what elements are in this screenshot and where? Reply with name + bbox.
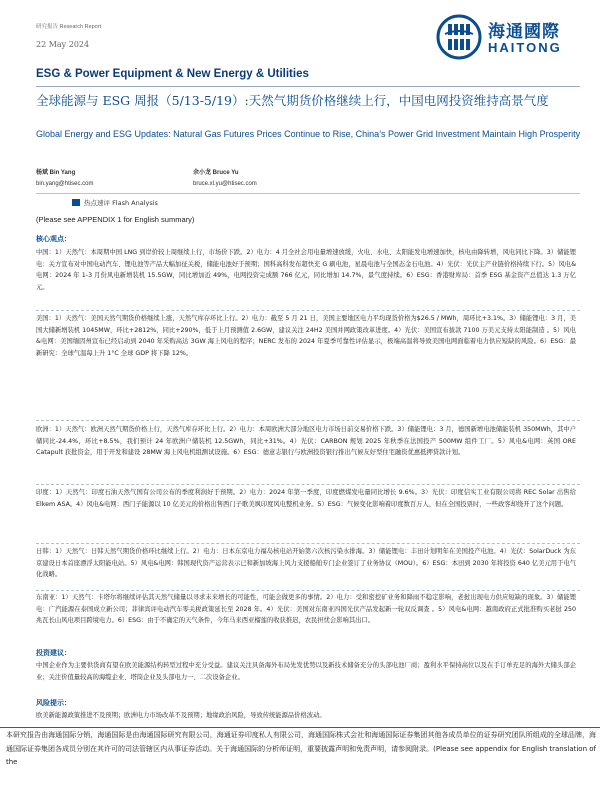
header-divider <box>36 86 580 87</box>
author-email[interactable]: bin.yang@htisec.com <box>36 181 94 187</box>
paragraph-investment: 中国企业作为主要供货商有望在欧美能源结构转型过程中充分受益。建议关注具备海外布局先发优势以及新技术储备充分的头部电池厂商；盈利水平保持高位以及在手订单充足的海外大储头部企业；关注价值量较高的海缆企业、塔筒企业及头部电力一、二次设备企业。 <box>36 662 576 681</box>
author-bin-yang <box>36 167 94 187</box>
sector-heading: ESG & Power Equipment & New Energy & Utilities <box>36 68 309 80</box>
report-label: 研究报告 Research Report <box>36 24 102 30</box>
haitong-logo <box>436 14 586 68</box>
report-type: 热点速评 Flash Analysis <box>84 199 158 207</box>
section-title-investment: 投资建议： <box>36 649 71 657</box>
logo-text-en: HAITONG <box>488 40 562 55</box>
paragraph-divider <box>36 484 580 485</box>
paragraph-southeast-asia: 东南亚：1）天然气：卡塔尔将继续评估其天然气储量以寻求未来增长的可能性，可能会做更多的事情。2）电力：受和密挖矿业务和降雨不稳定影响，老挝出现电力供应短缺的现象。3）储能锂电：广汽能源在泰国成立新公司；菲律宾评电动汽车零关税政策延长至 2028 年。4）光伏：美国对东南亚四国光伏产品发起新一轮双反调查 。5）风电&电网：越南政府正式批准购买老挝 250 兆瓦长山风电项目跨境电力。6）ESG：由于不确定的天气条件，今年马来西亚榴莲的收获推迟，农民担忧会影响其出口。 <box>36 594 576 625</box>
report-date: 22 May 2024 <box>36 40 90 49</box>
paragraph-india: 印度：1）天然气：印度石油天然气国有公司公布的季度利润好于预期。2）电力：2024 年第一季度，印度燃煤发电量同比增长 9.6%。3）光伏：印度信实工业有限公司将 REC Solar 出售给 Elkem ASA。4）风电&电网：西门子能源以 10 亿美元的价格出售西门子歌美飒印度风电整机业务。5）ESG：气候变化影响着印度数百万人，但在全国投票时，一些政客却绕开了这个问题。 <box>36 489 576 508</box>
paragraph-japan-korea: 日韩：1）天然气：日韩天然气期货价格环比继续上行。2）电力：日本东京电力福岛核电站开始第六次核污染水排海。3）储能锂电：丰田计划明年在美国投产电池。4）光伏：SolarDuck 为东京建设日本首座漂浮太阳能电站。5）风电&电网：韩国现代资产运营表示已和新加坡海上风力支援船舶专门企业签订了业务协议（MOU）。6）ESG：本田到 2030 年将投资 640 亿美元用于电气化战略。 <box>36 548 576 579</box>
paragraph-china: 中国：1）天然气：本周期中国 LNG 到岸价较上周继续上行，市场价下跌。2）电力：4 月全社会用电量增速放缓，火电、水电、太阳能发电增速加快，核电由降转增，风电同比下降。3）储能锂电：关方宣布对中国电动汽车、锂电池等产品大幅加征关税，储能电池好于预期；国科高科发布超快充 G 刷电池，星晨电池与全国态金石电池。4）光伏：光伏主产业链价格持续下行。5）风电&电网：2024 年 1-3 月份风电新增装机 15.5GW，同比增加近 49%，电网投资完成额 766 亿元，同比增加 14.7%，景气度持续。6）ESG：香港财库局：首季 ESG 基金资产总值达 1.3 万亿元。 <box>36 249 576 291</box>
report-title-cn: 全球能源与 ESG 周报（5/13-5/19）:天然气期货价格继续上行，中国电网投资维持高景气度 <box>36 93 549 108</box>
paragraph-divider <box>36 543 580 544</box>
footer-disclaimer: 本研究报告由海通国际分销，海通国际是由海通国际研究有限公司，海通证券印度私人有限公司，海通国际株式会社和海通国际证券集团其他各成员单位的证券研究团队所组成的全球品牌，海通国际证券集团各成员分别在其许可的司法管辖区内从事证券活动。关于海通国际的分析师证明，重要披露声明和免责声明，请参阅附录。(Please see appendix for English translation of the <box>6 731 596 766</box>
logo-text-cn: 海通國際 <box>488 22 560 42</box>
author-divider <box>36 193 580 194</box>
report-title-en: Global Energy and ESG Updates: Natural Gas Futures Prices Continue to Rise, China’s Power Grid Investment Maintain High Prosperity <box>36 129 581 139</box>
author-name: 余小龙 Bruce Yu <box>193 170 239 176</box>
haitong-logo-icon <box>436 14 482 60</box>
paragraph-eu: 欧洲：1）天然气：欧洲天然气期货价格上行，天然气库存环比上行。2）电力：本周欧洲大部分地区电力市场日前交易价格下跌。3）储能锂电：3 月，德国新增电池储能装机 350MWh，其中户储同比-24.4%，环比+8.5%，我们预计 24 年欧洲户储装机 12.5GWh，同比+31%。4）光伏：CARBON 规划 2025 年秋季在法国投产 500MW 组件工厂。5）风电&电网：英国 ORE Catapult 获批资金，用于开发和建设 28MW 海上风电机组测试设施。6）ESG：德意志银行与欧洲投资银行推出气候友好型住宅融资优惠抵押贷款计划。 <box>36 426 576 457</box>
section-title-core-view: 核心观点： <box>36 235 71 243</box>
paragraph-risk: 欧美新能源政策推进不及预期；欧洲电力市场改革不及预期；地缘政治风险，导致传统能源品价格波动。 <box>36 712 326 719</box>
footer-divider <box>0 727 600 728</box>
author-name: 杨斌 Bin Yang <box>36 170 76 176</box>
paragraph-divider <box>36 420 580 421</box>
appendix-note: (Please see APPENDIX 1 for English summary) <box>36 215 195 224</box>
paragraph-divider <box>36 310 580 311</box>
paragraph-us: 美国：1）天然气：美国天然气期货价格继续上涨，天然气库存环比上行。2）电力：截至 5 月 21 日，美国主要地区电力平均现货价格为$26.5 / MWh，周环比+3.1%。3）储能锂电：3 月，美国大储新增装机 1045MW，环比+2812%，同比+290%，低于上月预测值 2.6GW，建议关注 24H2 美国并网政策改革进度。4）光伏：美国宣布拔款 7100 万美元支持太阳能制造 。5）风电&电网：美国缅因州宣布已经启动到 2040 年采购高达 3GW 海上风电的程序；NERC 发布的 2024 年夏季可靠性评估显示，极端高温将导致美国电网面临着电力供应短缺的风险。6）ESG：最新研究：全球气温每上升 1°C 全球 GDP 将下降 12%。 <box>36 315 576 357</box>
author-email[interactable]: bruce.xl.yu@htisec.com <box>193 181 257 187</box>
author-bruce-yu <box>193 167 257 187</box>
paragraph-divider <box>36 590 580 591</box>
section-title-risk: 风险提示： <box>36 699 71 707</box>
